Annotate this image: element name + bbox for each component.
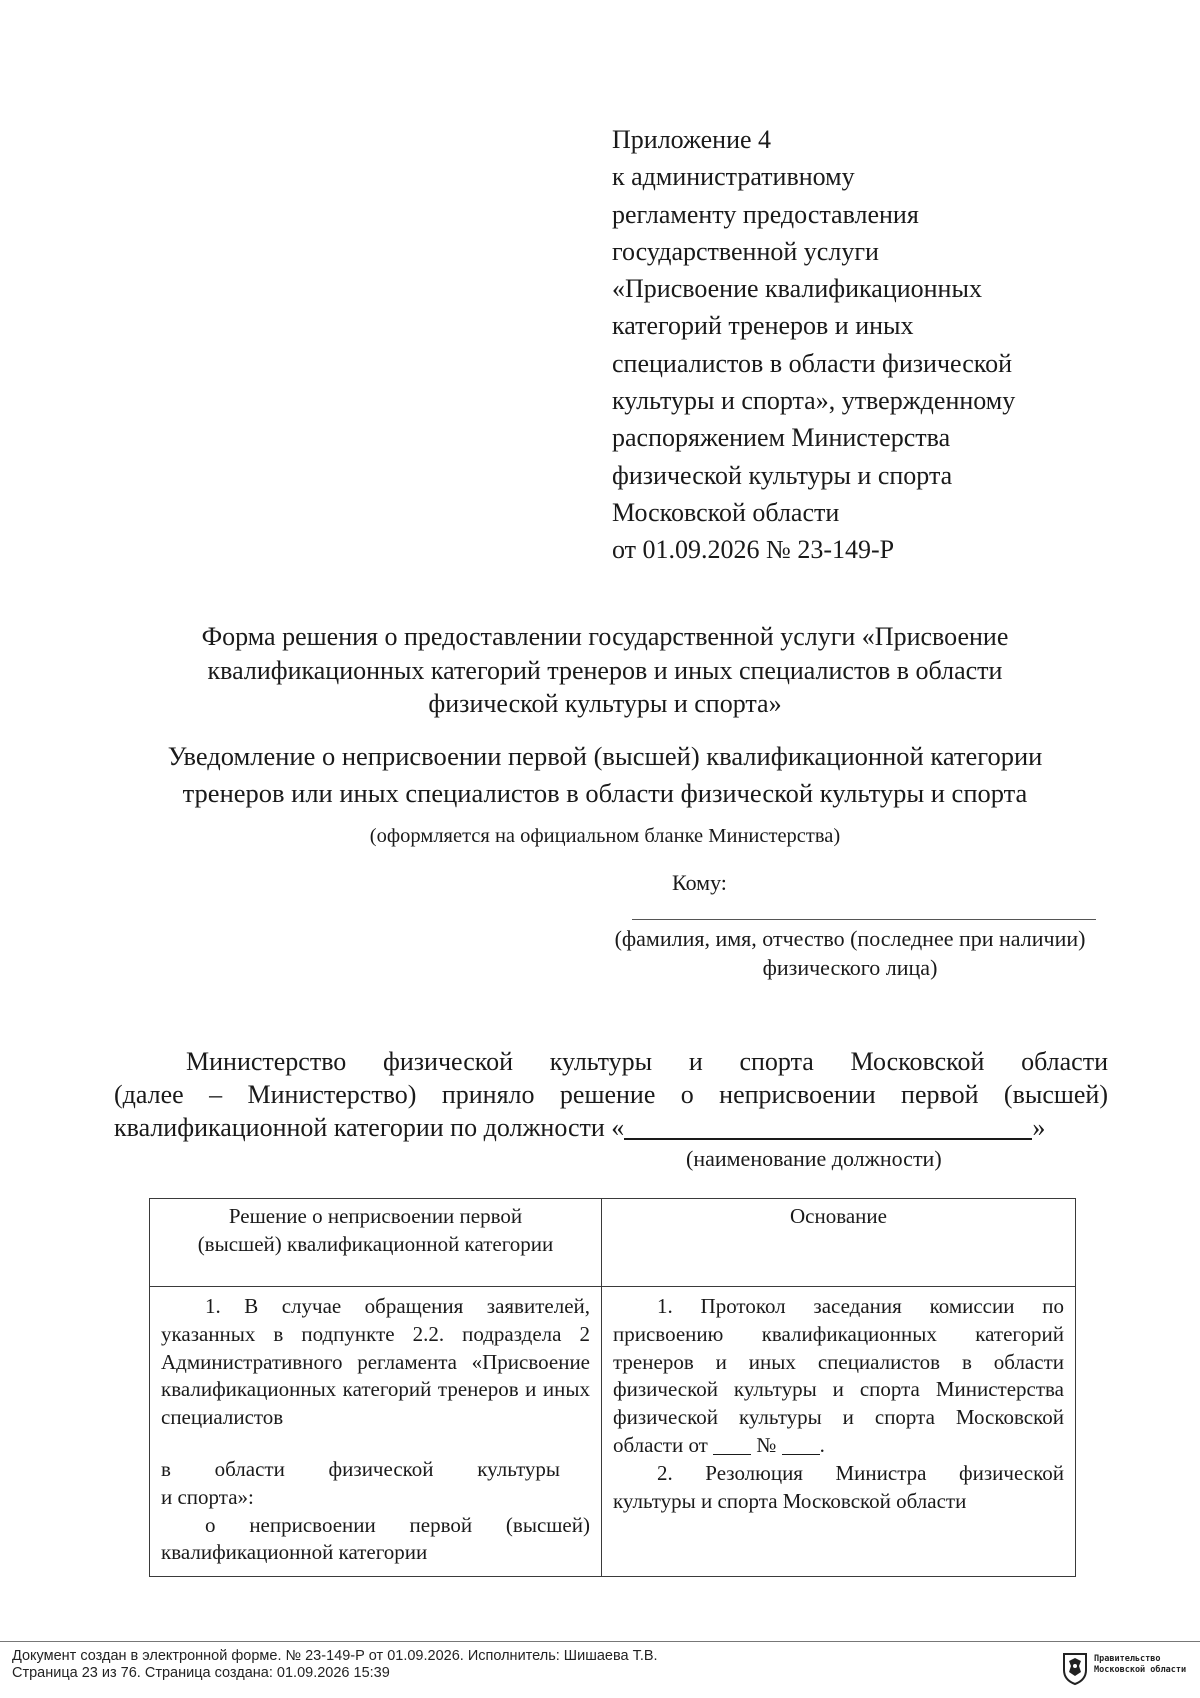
notice-title-line: тренеров или иных специалистов в области физической культуры и спорта (182, 778, 1028, 808)
footer-line: Страница 23 из 76. Страница создана: 01.09.2026 15:39 (12, 1665, 390, 1681)
paragraph-line (114, 1111, 1108, 1144)
appendix-line: Московской области (612, 497, 840, 527)
basis-item: 2. Резолюция Министра физической культуры и спорта Московской области (613, 1460, 1064, 1513)
basis-cell (602, 1287, 1076, 1577)
form-title-line: квалификационных категорий тренеров и иных специалистов в области (207, 655, 1003, 685)
appendix-line: Приложение 4 (612, 125, 772, 154)
appendix-line: от 01.09.2026 № 23-149-Р (612, 535, 895, 565)
coat-of-arms-icon (1062, 1652, 1088, 1686)
protocol-date-blank[interactable] (713, 1434, 751, 1455)
position-caption: (наименование должности) (686, 1146, 942, 1171)
logo-text (1094, 1654, 1186, 1676)
header-decision (150, 1199, 602, 1287)
appendix-line: «Присвоение квалификационных (612, 274, 982, 304)
header-decision-line: (высшей) квалификационной категории (197, 1231, 554, 1256)
table-header-row (150, 1199, 1076, 1287)
notice-title-line: Уведомление о неприсвоении первой (высшей) квалификационной категории (167, 741, 1043, 771)
appendix-line: к административному (612, 162, 855, 192)
basis-item-text: 1. Протокол заседания комиссии по присвоению квалификационных категорий тренеров и иных специалистов в области физической культуры и спорта Министерства физической культуры и спорта Московской области от (613, 1294, 1064, 1457)
position-blank-field[interactable] (624, 1112, 1032, 1140)
form-title-line: Форма решения о предоставлении государственной услуги «Присвоение (201, 622, 1009, 651)
basis-item (613, 1293, 1064, 1460)
protocol-number-blank[interactable] (782, 1434, 820, 1455)
recipient-label: Кому: (672, 870, 727, 895)
appendix-line: специалистов в области физической (612, 348, 1012, 378)
decision-text: о неприсвоении первой (высшей) квалификационной категории (161, 1512, 590, 1565)
form-title (110, 620, 1100, 721)
footer-line: Документ создан в электронной форме. № 23-149-Р от 01.09.2026. Исполнитель: Шишаева Т.В. (12, 1648, 658, 1664)
decision-paragraph (114, 1045, 1108, 1144)
form-title-line: физической культуры и спорта» (428, 689, 782, 718)
appendix-line: распоряжением Министерства (612, 423, 951, 453)
recipient-caption-line: (фамилия, имя, отчество (последнее при наличии) (614, 926, 1086, 951)
notice-title (110, 738, 1100, 812)
protocol-number-sign: № (756, 1432, 777, 1457)
decision-text: в области физической культуры (161, 1456, 560, 1481)
recipient-caption (570, 924, 1130, 982)
paragraph-line: (далее – Министерство) приняло решение о неприсвоении первой (высшей) (114, 1080, 1108, 1109)
recipient-caption-line: физического лица) (762, 955, 938, 980)
decision-text: и спорта»: (161, 1484, 254, 1509)
basis-item-end: . (819, 1432, 825, 1457)
logo-text-line: Московской области (1094, 1665, 1187, 1675)
appendix-line: регламенту предоставления (612, 199, 919, 229)
appendix-line: физической культуры и спорта (612, 460, 953, 490)
header-basis: Основание (602, 1199, 1076, 1287)
appendix-header (612, 121, 1132, 569)
recipient-blank-line[interactable] (632, 919, 1096, 920)
footer-divider (0, 1641, 1200, 1642)
decision-cell (150, 1287, 602, 1577)
position-prefix: квалификационной категории по должности « (114, 1113, 625, 1142)
appendix-line: категорий тренеров и иных (612, 311, 914, 341)
decision-text: 1. В случае обращения заявителей, указанных в подпункте 2.2. подраздела 2 Административного регламента «Присвоение квалификационных категорий тренеров и иных специалистов (161, 1294, 590, 1430)
government-logo (1062, 1650, 1192, 1690)
appendix-line: культуры и спорта», утвержденному (612, 386, 1016, 416)
official-blank-note: (оформляется на официальном бланке Министерства) (369, 825, 841, 847)
appendix-line: государственной услуги (612, 236, 879, 266)
logo-text-line: Правительство (1094, 1654, 1161, 1664)
header-decision-line: Решение о неприсвоении первой (228, 1204, 523, 1228)
document-footer (12, 1648, 658, 1682)
decision-table (149, 1198, 1076, 1577)
position-suffix: » (1032, 1113, 1046, 1142)
table-row (150, 1287, 1076, 1577)
paragraph-line: Министерство физической культуры и спорта Московской области (186, 1047, 1108, 1076)
